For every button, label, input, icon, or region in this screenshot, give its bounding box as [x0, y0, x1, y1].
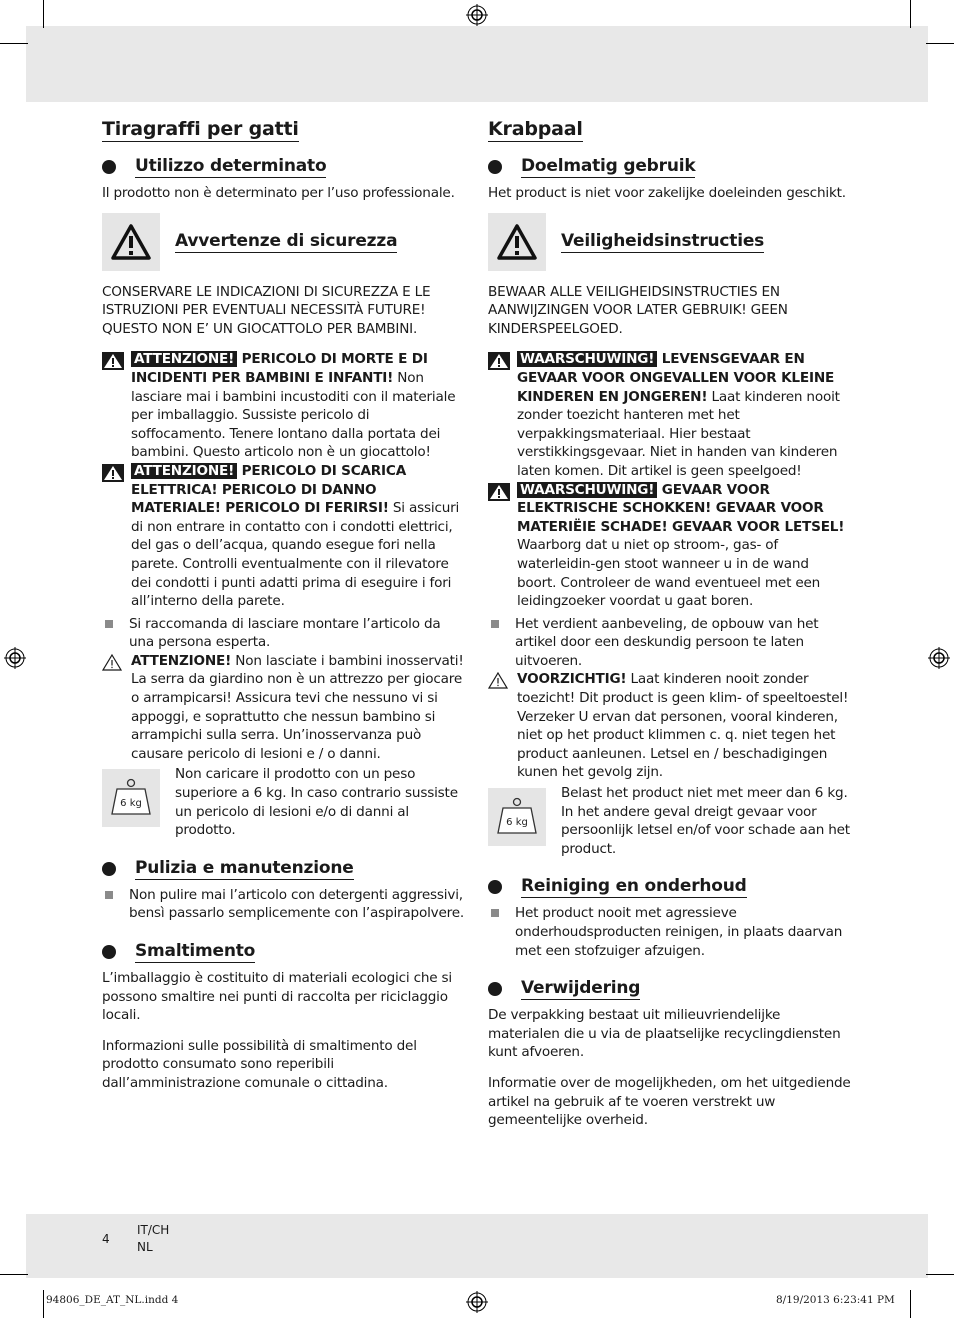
header-band	[26, 26, 928, 102]
crop-mark	[0, 1274, 28, 1275]
caution-bold: ATTENZIONE!	[131, 652, 232, 669]
bullet-dot-icon	[488, 160, 502, 174]
warning-item	[488, 350, 852, 480]
warning-solid-icon	[488, 483, 510, 501]
warning-text: Waarborg dat u niet op stroom-, gas- of waterleidin-gen stoot wanneer u in de wand boort. Controleer de wand eventueel met een leidingzoeker voordat u gaat boren.	[517, 537, 821, 610]
italian-column	[102, 118, 466, 1093]
paragraph: De verpakking bestaat uit milieuvriendelijke materialen die u via de plaatselijke recyclingdiensten kunt afvoeren.	[488, 1007, 841, 1061]
weight-limit	[102, 765, 466, 839]
warning-bold: GEVAAR VOOR ELEKTRISCHE SCHOKKEN! GEVAAR VOOR MATERIËIE SCHADE! GEVAAR VOOR LETSEL!	[517, 481, 845, 535]
warning-text: Non lasciare mai i bambini incustoditi con il materiale per imballaggio. Sussiste pericolo di soffocamento. Tenere lontano dalla portata dei bambini. Questo articolo non è un giocattolo!	[131, 369, 456, 461]
warning-bold: PERICOLO DI SCARICA ELETTRICA! PERICOLO DI DANNO MATERIALE! PERICOLO DI FERIRSI!	[131, 462, 407, 517]
warning-bold: LEVENSGEVAAR EN GEVAAR VOOR ONGEVALLEN VOOR KLEINE KINDEREN EN JONGEREN!	[517, 351, 835, 405]
section-disposal	[102, 941, 466, 963]
dutch-column	[488, 118, 852, 1130]
print-slug-file: 94806_DE_AT_NL.indd 4	[46, 1294, 179, 1306]
print-slug-date: 8/19/2013 6:23:41 PM	[776, 1294, 895, 1306]
warning-item	[102, 350, 466, 462]
section-cleaning	[102, 858, 466, 880]
bullet-dot-icon	[488, 880, 502, 894]
square-bullet-icon	[491, 909, 499, 917]
section-safety	[488, 213, 852, 271]
warning-text: Si assicuri di non entrare in contatto con i condotti elettrici, del gas o dell’acqua, quando esegue fori nella parete. Controlli eventualmente con il rilevatore dei condotti i punti adatti prima di eseguire i fori all’interno della parete.	[131, 500, 460, 610]
page-number: 4	[102, 1232, 110, 1246]
section-heading: Smaltimento	[135, 941, 256, 961]
caution-text: Non lasciate i bambini inosservati! La serra da giardino non è un attrezzo per giocare o arrampicarsi! Assicura tevi che nessuno vi si appoggi, e soprattutto che nessun bambino si arrampichi sulla serra. Un’inosservanza può causare pericolo di lesioni e / o danni.	[131, 652, 464, 762]
square-bullet-icon	[105, 891, 113, 899]
warning-item	[102, 462, 466, 611]
registration-mark-icon	[928, 647, 950, 669]
registration-mark-icon	[4, 647, 26, 669]
paragraph: Informatie over de mogelijkheden, om het uitgediende artikel na gebruik af te voeren verstrekt uw gemeentelijke overheid.	[488, 1074, 851, 1129]
warning-solid-icon	[102, 464, 124, 482]
warning-bold: PERICOLO DI MORTE E DI INCIDENTI PER BAMBINI E INFANTI!	[131, 351, 428, 386]
caution-item	[488, 670, 852, 782]
registration-mark-icon	[466, 1291, 488, 1313]
crop-mark	[43, 0, 44, 28]
bullet-dot-icon	[102, 862, 116, 876]
weight-icon	[488, 788, 546, 846]
crop-mark	[926, 43, 954, 44]
bullet-dot-icon	[488, 982, 502, 996]
section-intended-use	[488, 156, 852, 178]
language-code: NL	[137, 1240, 153, 1254]
warning-item	[488, 481, 852, 611]
paragraph: Il prodotto non è determinato per l’uso professionale.	[102, 185, 455, 201]
section-heading: Verwijdering	[521, 978, 641, 999]
paragraph: Informazioni sulle possibilità di smaltimento del prodotto consumato sono reperibili dall’amministrazione comunale o cittadina.	[102, 1037, 417, 1091]
language-codes	[137, 1222, 169, 1256]
section-disposal	[488, 978, 852, 1000]
bullet-dot-icon	[102, 160, 116, 174]
caution-text: Laat kinderen nooit zonder toezicht! Dit product is geen klim- of speeltoestel! Verzeker U ervan dat personen, vooral kinderen, niet op het product klimmen c. q. niet tegen het product aanleunen. Letsel en / beschadigingen kunen het gevolg zijn.	[517, 671, 849, 781]
list-item: Het product nooit met agressieve onderhoudsproducten reinigen, in plaats daarvan met een stofzuiger afzuigen.	[488, 904, 852, 960]
warning-badge: ATTENZIONE!	[131, 463, 237, 479]
warning-badge: WAARSCHUWING!	[517, 482, 657, 498]
section-heading: Veiligheidsinstructies	[561, 230, 765, 251]
svg-text:6 kg: 6 kg	[120, 798, 142, 810]
crop-mark	[0, 43, 28, 44]
crop-mark	[910, 0, 911, 28]
section-heading: Avvertenze di sicurezza	[175, 230, 398, 251]
list-item: Het verdient aanbeveling, de opbouw van het artikel door een deskundig persoon te laten uitvoeren.	[488, 615, 852, 671]
caution-outline-icon	[102, 654, 122, 671]
crop-mark	[43, 1290, 44, 1318]
section-heading: Doelmatig gebruik	[521, 156, 696, 176]
warning-text: Laat kinderen nooit zonder toezicht hanteren met het verpakkingsmateriaal. Hier bestaat verstikkingsgevaar. Niet in handen van kinderen laten komen. Dit artikel is geen speelgoed!	[517, 388, 840, 479]
warning-triangle-icon	[488, 213, 546, 271]
paragraph: L’imballaggio è costituito di materiali ecologici che si possono smaltire nei punti di raccolta per riciclaggio locali.	[102, 970, 453, 1024]
caution-bold: VOORZICHTIG!	[517, 671, 627, 688]
crop-mark	[926, 1274, 954, 1275]
section-heading: Pulizia e manutenzione	[135, 857, 354, 878]
section-cleaning	[488, 876, 852, 898]
list-item: Si raccomanda di lasciare montare l’articolo da una persona esperta.	[102, 615, 466, 652]
warning-solid-icon	[488, 352, 510, 370]
weight-text: Non caricare il prodotto con un peso superiore a 6 kg. In caso contrario sussiste un pericolo di lesioni e/o di danni al prodotto.	[175, 766, 458, 839]
warning-triangle-icon	[102, 213, 160, 271]
section-intended-use	[102, 156, 466, 178]
square-bullet-icon	[105, 620, 113, 628]
registration-mark-icon	[466, 4, 488, 26]
paragraph: Het product is niet voor zakelijke doeleinden geschikt.	[488, 185, 846, 201]
bullet-dot-icon	[102, 945, 116, 959]
weight-limit	[488, 784, 852, 858]
section-safety	[102, 213, 466, 271]
safety-intro: BEWAAR ALLE VEILIGHEIDSINSTRUCTIES EN AANWIJZINGEN VOOR LATER GEBRUIK! GEEN KINDERSPEELGOED.	[488, 283, 788, 337]
warning-badge: ATTENZIONE!	[131, 351, 237, 367]
warning-solid-icon	[102, 352, 124, 370]
language-code: IT/CH	[137, 1223, 170, 1237]
svg-text:6 kg: 6 kg	[506, 817, 528, 829]
warning-badge: WAARSCHUWING!	[517, 351, 657, 367]
square-bullet-icon	[491, 620, 499, 628]
crop-mark	[910, 1290, 911, 1318]
weight-icon	[102, 769, 160, 827]
safety-intro: CONSERVARE LE INDICAZIONI DI SICUREZZA E LE ISTRUZIONI PER EVENTUALI NECESSITÀ FUTURE! QUESTO NON E’ UN GIOCATTOLO PER BAMBINI.	[102, 283, 431, 337]
page-title: Tiragraffi per gatti	[102, 118, 299, 140]
weight-text: Belast het product niet met meer dan 6 kg. In het andere geval dreigt gevaar voor persoonlijk letsel en/of voor schade aan het product.	[561, 785, 850, 857]
caution-outline-icon	[488, 672, 508, 689]
list-item: Non pulire mai l’articolo con detergenti aggressivi, bensì passarlo semplicemente con l’aspirapolvere.	[102, 886, 466, 923]
page-title: Krabpaal	[488, 118, 583, 140]
caution-item	[102, 652, 466, 764]
section-heading: Utilizzo determinato	[135, 156, 327, 176]
section-heading: Reiniging en onderhoud	[521, 876, 747, 897]
